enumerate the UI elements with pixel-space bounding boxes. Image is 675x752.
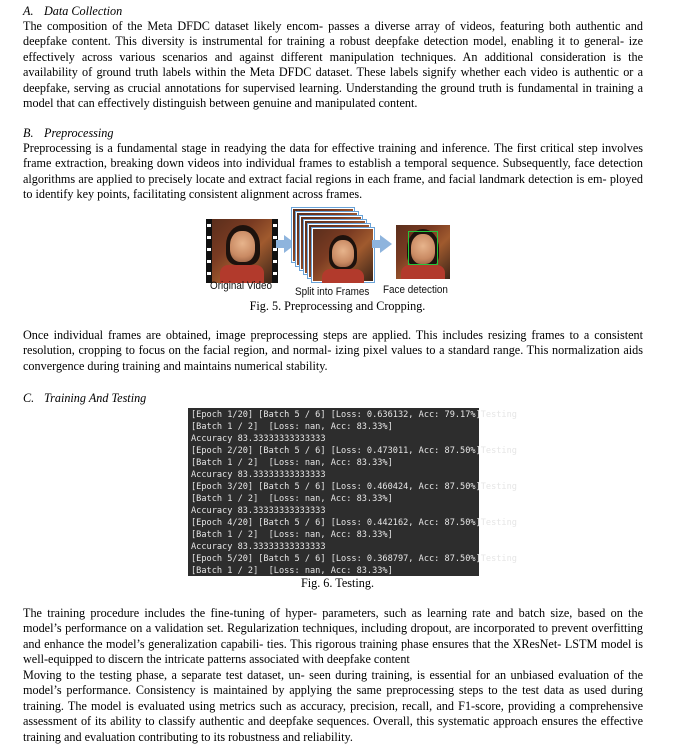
figure-5-caption: Fig. 5. Preprocessing and Cropping. [249,299,426,313]
terminal-output [188,408,517,576]
terminal-line: [Epoch 5/20] [Batch 5 / 6] [Loss: 0.368797, Acc: 87.50%]Testing [191,554,517,564]
terminal-line: Accuracy 83.33333333333333 [191,470,326,480]
label-face-detection: Face detection [383,284,448,296]
label-original-video: Original Video [210,280,273,292]
terminal-line: [Epoch 3/20] [Batch 5 / 6] [Loss: 0.460424, Acc: 87.50%]Testing [191,482,517,492]
arrow-right-icon [372,240,380,248]
terminal-line: [Batch 1 / 2] [Loss: nan, Acc: 83.33%] [191,530,393,540]
paragraph-data-collection: The composition of the Meta DFDC dataset likely encom- passes a diverse array of videos, featuring both authentic and deepfake content. This diversity is instrumental for training a robust deepfake detection model, enabling it to general- ize effectively across various scenarios and against different manipulation techniques. An additional consideration is the availability of ground truth labels within the Meta DFDC dataset. These labels signify whether each video is authentic or a deepfake, serving as crucial annotations for supervised learning. Understanding the ground truth is fundamental in training a model that can effectively distinguish between genuine and manipulated content. [23,19,643,111]
section-heading-preprocessing [23,126,114,141]
paragraph-preprocessing: Preprocessing is a fundamental stage in readying the data for effective training and inference. The first critical step involves frame extraction, breaking down videos into individual frames to establish a temporal sequence. Subsequently, face detection algorithms are applied to precisely locate and extract facial regions in each frame, and facial landmark detection is em- ployed to identify key points, facilitating consistent alignment across frames. [23,141,643,202]
section-heading-training-testing [23,391,146,406]
label-split-frames: Split into Frames [295,286,370,298]
section-number: C. [23,391,35,405]
figure-preprocessing [200,208,460,298]
paragraph-testing: Moving to the testing phase, a separate test dataset, un- seen during training, is essential for an unbiased evaluation of the model’s performance. Consistency is maintained by applying the same preprocessing steps to the test data as used during training. The model is evaluated using metrics such as accuracy, precision, recall, and F1-score, providing a comprehensive assessment of its ability to classify authentic and deepfake sequences. Overall, this systematic approach ensures the effective training and evaluation contributing to its robustness and reliability. [23,668,643,744]
section-number: A. [23,4,34,18]
section-title: Data Collection [44,4,123,18]
section-title: Preprocessing [44,126,114,140]
face-bounding-box [408,231,438,265]
face-detection-image [396,225,450,279]
paragraph-frames: Once individual frames are obtained, image preprocessing steps are applied. This includes resizing frames to a consistent resolution, cropping to focus on the facial region, and normal- izing pixel values to a standard range. This normalization aids convergence during training and maintains numerical stability. [23,328,643,373]
terminal-line: [Epoch 4/20] [Batch 5 / 6] [Loss: 0.442162, Acc: 87.50%]Testing [191,518,517,528]
arrow-right-icon [380,235,392,253]
terminal-line: [Epoch 1/20] [Batch 5 / 6] [Loss: 0.636132, Acc: 79.17%]Testing [191,410,517,420]
section-heading-data-collection [23,4,122,19]
terminal-line: [Epoch 2/20] [Batch 5 / 6] [Loss: 0.473011, Acc: 87.50%]Testing [191,446,517,456]
terminal-line: [Batch 1 / 2] [Loss: nan, Acc: 83.33%] [191,458,393,468]
section-title: Training And Testing [44,391,147,405]
paragraph-training: The training procedure includes the fine-tuning of hyper- parameters, such as learning rate and batch size, based on the model’s performance on a validation set. Regularization techniques, including dropout, are incorporated to prevent overfitting and enhance the model’s generalization capabili- ties. This rigorous training phase ensures that the XResNet- LSTM model is well-equipped to discern the intricate patterns associated with deepfake content [23,606,643,667]
original-video-image [206,219,278,283]
arrow-right-icon [276,240,284,248]
terminal-line: [Batch 1 / 2] [Loss: nan, Acc: 83.33%] [191,494,393,504]
figure-6-caption: Fig. 6. Testing. [300,576,375,590]
terminal-line: Accuracy 83.33333333333333 [191,506,326,516]
split-frames-image [312,228,374,282]
section-number: B. [23,126,34,140]
terminal-line: Accuracy 83.33333333333333 [191,542,326,552]
terminal-line: [Batch 1 / 2] [Loss: nan, Acc: 83.33%] [191,422,393,432]
terminal-line: [Batch 1 / 2] [Loss: nan, Acc: 83.33%] [191,566,393,576]
terminal-line: Accuracy 83.33333333333333 [191,434,326,444]
